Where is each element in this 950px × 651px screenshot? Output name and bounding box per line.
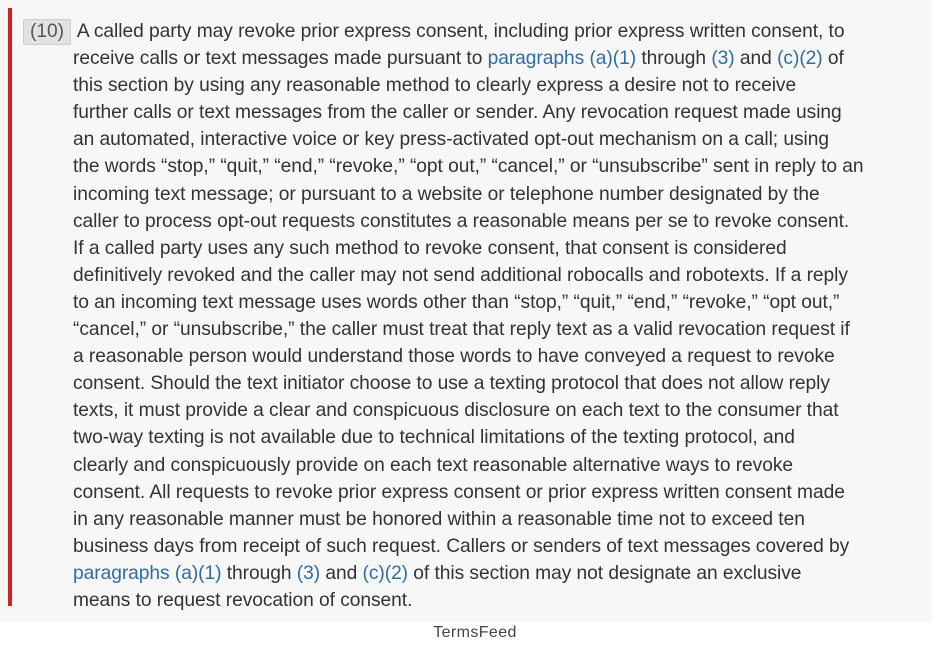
paragraph-text: A called party may revoke prior express consent, including prior express written consent, to bbox=[76, 21, 845, 42]
paragraph-line: in any reasonable manner must be honored within a reasonable time not to exceed ten bbox=[73, 508, 805, 530]
brand-footer: TermsFeed bbox=[433, 624, 517, 641]
link-paragraph-3[interactable]: (3) bbox=[296, 562, 321, 584]
paragraph-line bbox=[23, 18, 923, 45]
paragraph-number-badge: (10) bbox=[23, 19, 71, 45]
previous-paragraph-clipped bbox=[130, 0, 850, 2]
paragraph-line: an automated, interactive voice or key press-activated opt-out mechanism on a call; using bbox=[73, 129, 829, 151]
paragraph-text: of bbox=[822, 48, 844, 70]
paragraph-line: incoming text message; or pursuant to a website or telephone number designated by the bbox=[73, 183, 820, 205]
link-paragraph-c2[interactable]: (c)(2) bbox=[777, 48, 823, 70]
paragraph-line: further calls or text messages from the caller or sender. Any revocation request made using bbox=[73, 102, 842, 124]
paragraph-text: of this section may not designate an exclusive bbox=[408, 562, 802, 584]
paragraph-line: two-way texting is not available due to technical limitations of the texting protocol, and bbox=[73, 427, 795, 449]
paragraph-line bbox=[73, 45, 923, 72]
paragraph-text: through bbox=[221, 562, 297, 584]
paragraph-text: and bbox=[734, 48, 778, 70]
paragraph-line: definitively revoked and the caller may not send additional robocalls and robotexts. If a reply bbox=[73, 264, 848, 286]
link-paragraphs-a1[interactable]: paragraphs (a)(1) bbox=[73, 562, 222, 584]
paragraph-line: “cancel,” or “unsubscribe,” the caller must treat that reply text as a valid revocation request if bbox=[73, 319, 850, 341]
paragraph-text: and bbox=[320, 562, 363, 584]
paragraph-line: a reasonable person would understand those words to have conveyed a request to revoke bbox=[73, 346, 835, 368]
paragraph-line: to an incoming text message uses words other than “stop,” “quit,” “end,” “revoke,” “opt out,” bbox=[73, 291, 840, 313]
paragraph-line: the words “stop,” “quit,” “end,” “revoke,” “opt out,” “cancel,” or “unsubscribe” sent in reply to an bbox=[73, 156, 864, 178]
link-paragraph-3[interactable]: (3) bbox=[711, 48, 735, 70]
paragraph-text: through bbox=[636, 48, 712, 70]
paragraph-line: clearly and conspicuously provide on each text reasonable alternative ways to revoke bbox=[73, 454, 794, 476]
paragraph-line: If a called party uses any such method to revoke consent, that consent is considered bbox=[73, 237, 787, 259]
link-paragraphs-a1[interactable]: paragraphs (a)(1) bbox=[487, 48, 637, 70]
paragraph-line: consent. Should the text initiator choose to use a texting protocol that does not allow reply bbox=[73, 373, 830, 395]
paragraph-line: consent. All requests to revoke prior express consent or prior express written consent made bbox=[73, 481, 845, 503]
paragraph-10 bbox=[30, 18, 923, 614]
paragraph-line: this section by using any reasonable method to clearly express a desire not to receive bbox=[73, 75, 797, 97]
paragraph-line: caller to process opt-out requests constitutes a reasonable means per se to revoke consent. bbox=[73, 210, 850, 232]
paragraph-line: texts, it must provide a clear and conspicuous disclosure on each text to the consumer that bbox=[73, 400, 839, 422]
paragraph-line bbox=[73, 560, 923, 587]
paragraph-line: business days from receipt of such request. Callers or senders of text messages covered by bbox=[73, 535, 850, 557]
paragraph-line: means to request revocation of consent. bbox=[73, 589, 413, 611]
link-paragraph-c2[interactable]: (c)(2) bbox=[362, 562, 409, 584]
section-accent-bar bbox=[8, 8, 12, 606]
paragraph-text: receive calls or text messages made pursuant to bbox=[73, 48, 488, 70]
